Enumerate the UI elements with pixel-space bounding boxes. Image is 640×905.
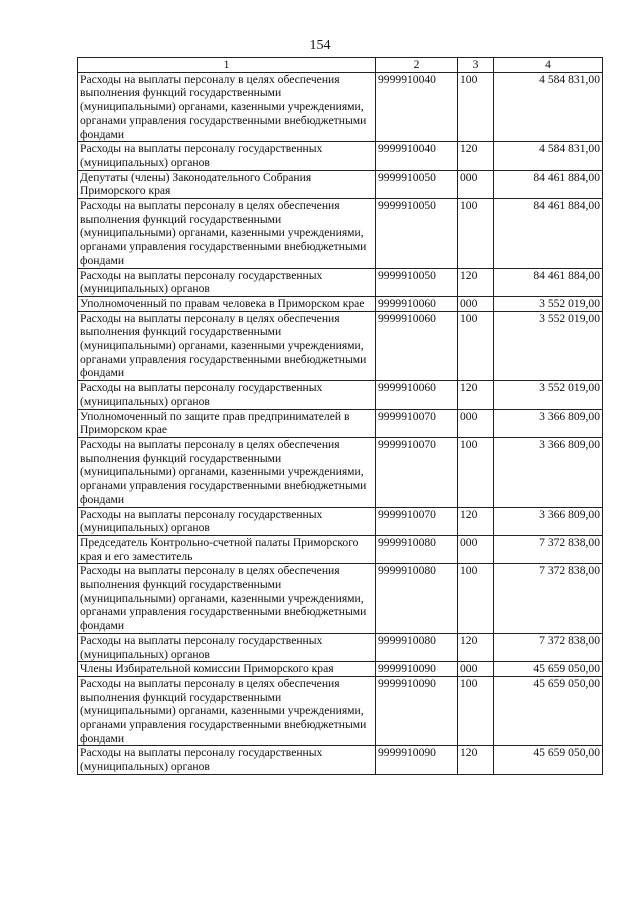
table-row [78,296,603,311]
row-name-cell: Расходы на выплаты персоналу в целях обеспечения выполнения функций государственными (муниципальными) органами, казенными учреждениями, органами управления государственными внебюджетными фондами [78,311,376,381]
table-row [78,437,603,507]
target-code-cell: 9999910070 [376,437,458,507]
target-code-cell: 9999910060 [376,296,458,311]
expense-type-cell: 120 [458,268,494,296]
row-name-cell: Расходы на выплаты персоналу государственных (муниципальных) органов [78,633,376,661]
target-code-cell: 9999910060 [376,311,458,381]
row-name-cell: Расходы на выплаты персоналу государственных (муниципальных) органов [78,507,376,535]
table-row [78,633,603,661]
table-row [78,268,603,296]
expense-type-cell: 100 [458,676,494,746]
row-name-cell: Расходы на выплаты персоналу в целях обеспечения выполнения функций государственными (муниципальными) органами, казенными учреждениями, органами управления государственными внебюджетными фондами [78,72,376,142]
table-row [78,746,603,774]
table-row [78,381,603,409]
amount-cell: 3 552 019,00 [494,311,603,381]
target-code-cell: 9999910050 [376,199,458,269]
amount-cell: 45 659 050,00 [494,662,603,677]
target-code-cell: 9999910050 [376,268,458,296]
table-row [78,72,603,142]
header-column-3: 3 [458,58,494,73]
amount-cell: 84 461 884,00 [494,268,603,296]
table-row [78,507,603,535]
row-name-cell: Расходы на выплаты персоналу государственных (муниципальных) органов [78,381,376,409]
row-name-cell: Расходы на выплаты персоналу государственных (муниципальных) органов [78,268,376,296]
row-name-cell: Председатель Контрольно-счетной палаты Приморского края и его заместитель [78,535,376,563]
header-column-2: 2 [376,58,458,73]
amount-cell: 3 366 809,00 [494,437,603,507]
table-header-row [78,58,603,73]
expense-type-cell: 100 [458,564,494,634]
expense-type-cell: 000 [458,409,494,437]
target-code-cell: 9999910080 [376,535,458,563]
row-name-cell: Уполномоченный по правам человека в Приморском крае [78,296,376,311]
header-column-4: 4 [494,58,603,73]
table-row [78,535,603,563]
table-row [78,142,603,170]
row-name-cell: Депутаты (члены) Законодательного Собрания Приморского края [78,170,376,198]
expense-type-cell: 100 [458,199,494,269]
table-row [78,311,603,381]
target-code-cell: 9999910070 [376,507,458,535]
amount-cell: 3 552 019,00 [494,296,603,311]
table-row [78,676,603,746]
table-row [78,409,603,437]
row-name-cell: Расходы на выплаты персоналу в целях обеспечения выполнения функций государственными (муниципальными) органами, казенными учреждениями, органами управления государственными внебюджетными фондами [78,676,376,746]
row-name-cell: Расходы на выплаты персоналу в целях обеспечения выполнения функций государственными (муниципальными) органами, казенными учреждениями, органами управления государственными внебюджетными фондами [78,199,376,269]
amount-cell: 4 584 831,00 [494,72,603,142]
amount-cell: 7 372 838,00 [494,564,603,634]
amount-cell: 84 461 884,00 [494,199,603,269]
expense-type-cell: 100 [458,311,494,381]
table-row [78,662,603,677]
table-row [78,199,603,269]
table-body [78,72,603,774]
expense-type-cell: 000 [458,170,494,198]
expense-type-cell: 100 [458,437,494,507]
amount-cell: 4 584 831,00 [494,142,603,170]
amount-cell: 7 372 838,00 [494,633,603,661]
amount-cell: 7 372 838,00 [494,535,603,563]
expense-type-cell: 120 [458,381,494,409]
amount-cell: 45 659 050,00 [494,676,603,746]
target-code-cell: 9999910080 [376,564,458,634]
target-code-cell: 9999910090 [376,746,458,774]
amount-cell: 3 366 809,00 [494,507,603,535]
row-name-cell: Расходы на выплаты персоналу в целях обеспечения выполнения функций государственными (муниципальными) органами, казенными учреждениями, органами управления государственными внебюджетными фондами [78,564,376,634]
row-name-cell: Расходы на выплаты персоналу в целях обеспечения выполнения функций государственными (муниципальными) органами, казенными учреждениями, органами управления государственными внебюджетными фондами [78,437,376,507]
row-name-cell: Расходы на выплаты персоналу государственных (муниципальных) органов [78,746,376,774]
expense-type-cell: 000 [458,535,494,563]
expense-type-cell: 120 [458,633,494,661]
amount-cell: 3 552 019,00 [494,381,603,409]
target-code-cell: 9999910090 [376,676,458,746]
expense-type-cell: 000 [458,662,494,677]
amount-cell: 84 461 884,00 [494,170,603,198]
target-code-cell: 9999910070 [376,409,458,437]
target-code-cell: 9999910090 [376,662,458,677]
expense-type-cell: 120 [458,142,494,170]
expense-type-cell: 100 [458,72,494,142]
amount-cell: 3 366 809,00 [494,409,603,437]
table-row [78,564,603,634]
expense-type-cell: 000 [458,296,494,311]
row-name-cell: Расходы на выплаты персоналу государственных (муниципальных) органов [78,142,376,170]
target-code-cell: 9999910050 [376,170,458,198]
row-name-cell: Члены Избирательной комиссии Приморского края [78,662,376,677]
expense-type-cell: 120 [458,507,494,535]
expense-type-cell: 120 [458,746,494,774]
header-column-1: 1 [78,58,376,73]
target-code-cell: 9999910060 [376,381,458,409]
page-number: 154 [309,38,331,53]
row-name-cell: Уполномоченный по защите прав предпринимателей в Приморском крае [78,409,376,437]
budget-table [77,57,603,775]
target-code-cell: 9999910080 [376,633,458,661]
target-code-cell: 9999910040 [376,142,458,170]
target-code-cell: 9999910040 [376,72,458,142]
table-row [78,170,603,198]
amount-cell: 45 659 050,00 [494,746,603,774]
